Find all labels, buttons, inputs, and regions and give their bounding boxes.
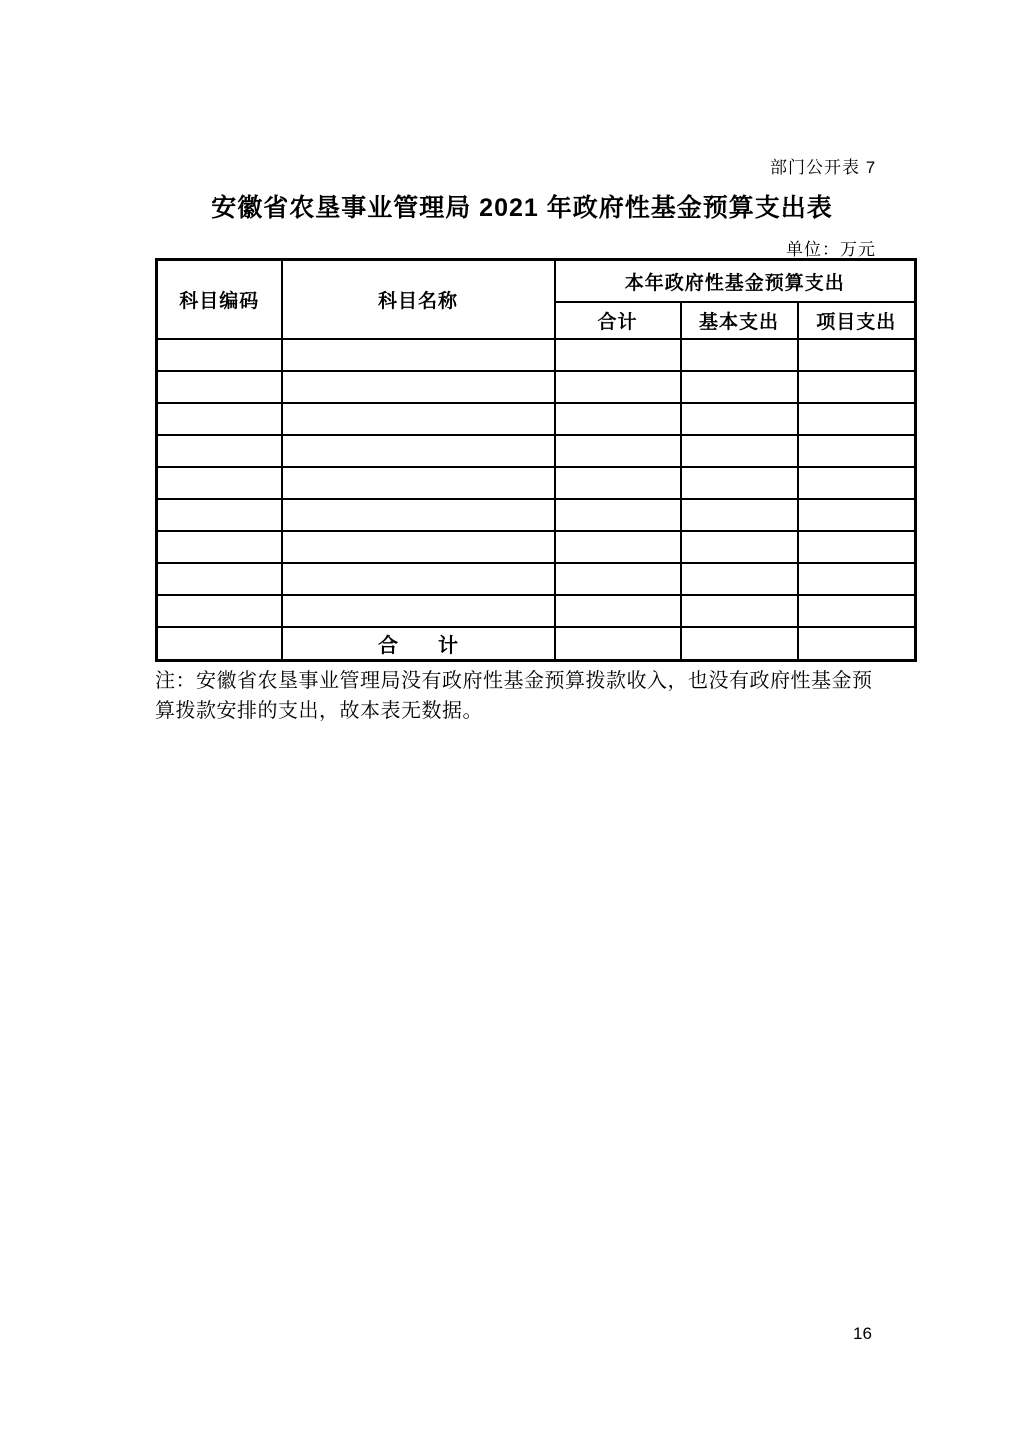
empty-cell [798, 339, 916, 371]
total-row-label: 合 计 [282, 627, 555, 661]
empty-cell [681, 531, 798, 563]
empty-cell [798, 467, 916, 499]
empty-cell [282, 595, 555, 627]
total-row-basic-cell [681, 627, 798, 661]
empty-cell [157, 563, 282, 595]
empty-cell [681, 435, 798, 467]
header-subject-name: 科目名称 [282, 260, 555, 340]
total-row-project-cell [798, 627, 916, 661]
total-row-code-cell [157, 627, 282, 661]
header-basic-expenditure: 基本支出 [681, 302, 798, 339]
empty-cell [282, 339, 555, 371]
empty-cell [681, 371, 798, 403]
empty-cell [681, 563, 798, 595]
empty-cell [157, 499, 282, 531]
empty-cell [555, 435, 681, 467]
empty-cell [157, 339, 282, 371]
table-body [157, 339, 916, 661]
total-row [157, 627, 916, 661]
empty-cell [282, 435, 555, 467]
note-line-2: 算拨款安排的支出，故本表无数据。 [155, 700, 483, 722]
empty-cell [555, 531, 681, 563]
note-text [155, 666, 935, 726]
header-project-expenditure: 项目支出 [798, 302, 916, 339]
table-header [157, 260, 916, 340]
empty-data-row [157, 563, 916, 595]
empty-cell [798, 403, 916, 435]
empty-data-row [157, 371, 916, 403]
empty-data-row [157, 595, 916, 627]
empty-cell [798, 531, 916, 563]
empty-cell [282, 371, 555, 403]
empty-cell [555, 403, 681, 435]
empty-data-row [157, 499, 916, 531]
empty-cell [681, 403, 798, 435]
empty-cell [555, 499, 681, 531]
empty-cell [798, 563, 916, 595]
empty-cell [282, 403, 555, 435]
empty-cell [681, 467, 798, 499]
empty-data-row [157, 435, 916, 467]
empty-cell [681, 499, 798, 531]
header-row-top [157, 260, 916, 303]
empty-cell [798, 435, 916, 467]
empty-cell [282, 467, 555, 499]
empty-cell [681, 339, 798, 371]
total-row-total-cell [555, 627, 681, 661]
empty-data-row [157, 531, 916, 563]
empty-cell [555, 371, 681, 403]
empty-cell [555, 339, 681, 371]
corner-label: 部门公开表 7 [770, 158, 877, 177]
empty-cell [157, 403, 282, 435]
empty-cell [681, 595, 798, 627]
header-total: 合计 [555, 302, 681, 339]
empty-cell [798, 595, 916, 627]
header-fund-budget-expenditure-group: 本年政府性基金预算支出 [555, 260, 916, 303]
empty-cell [798, 371, 916, 403]
empty-cell [282, 499, 555, 531]
empty-cell [282, 563, 555, 595]
empty-data-row [157, 403, 916, 435]
empty-cell [798, 499, 916, 531]
empty-cell [555, 563, 681, 595]
note-line-1: 注：安徽省农垦事业管理局没有政府性基金预算拨款收入，也没有政府性基金预 [155, 670, 873, 692]
empty-cell [282, 531, 555, 563]
empty-data-row [157, 467, 916, 499]
unit-label: 单位：万元 [786, 240, 876, 259]
empty-cell [555, 595, 681, 627]
page-title: 安徽省农垦事业管理局 2021 年政府性基金预算支出表 [211, 194, 833, 222]
empty-cell [157, 435, 282, 467]
empty-cell [157, 531, 282, 563]
empty-cell [157, 371, 282, 403]
page-number: 16 [853, 1324, 872, 1343]
empty-data-row [157, 339, 916, 371]
budget-table [155, 258, 917, 662]
empty-cell [157, 595, 282, 627]
header-subject-code: 科目编码 [157, 260, 282, 340]
empty-cell [157, 467, 282, 499]
empty-cell [555, 467, 681, 499]
